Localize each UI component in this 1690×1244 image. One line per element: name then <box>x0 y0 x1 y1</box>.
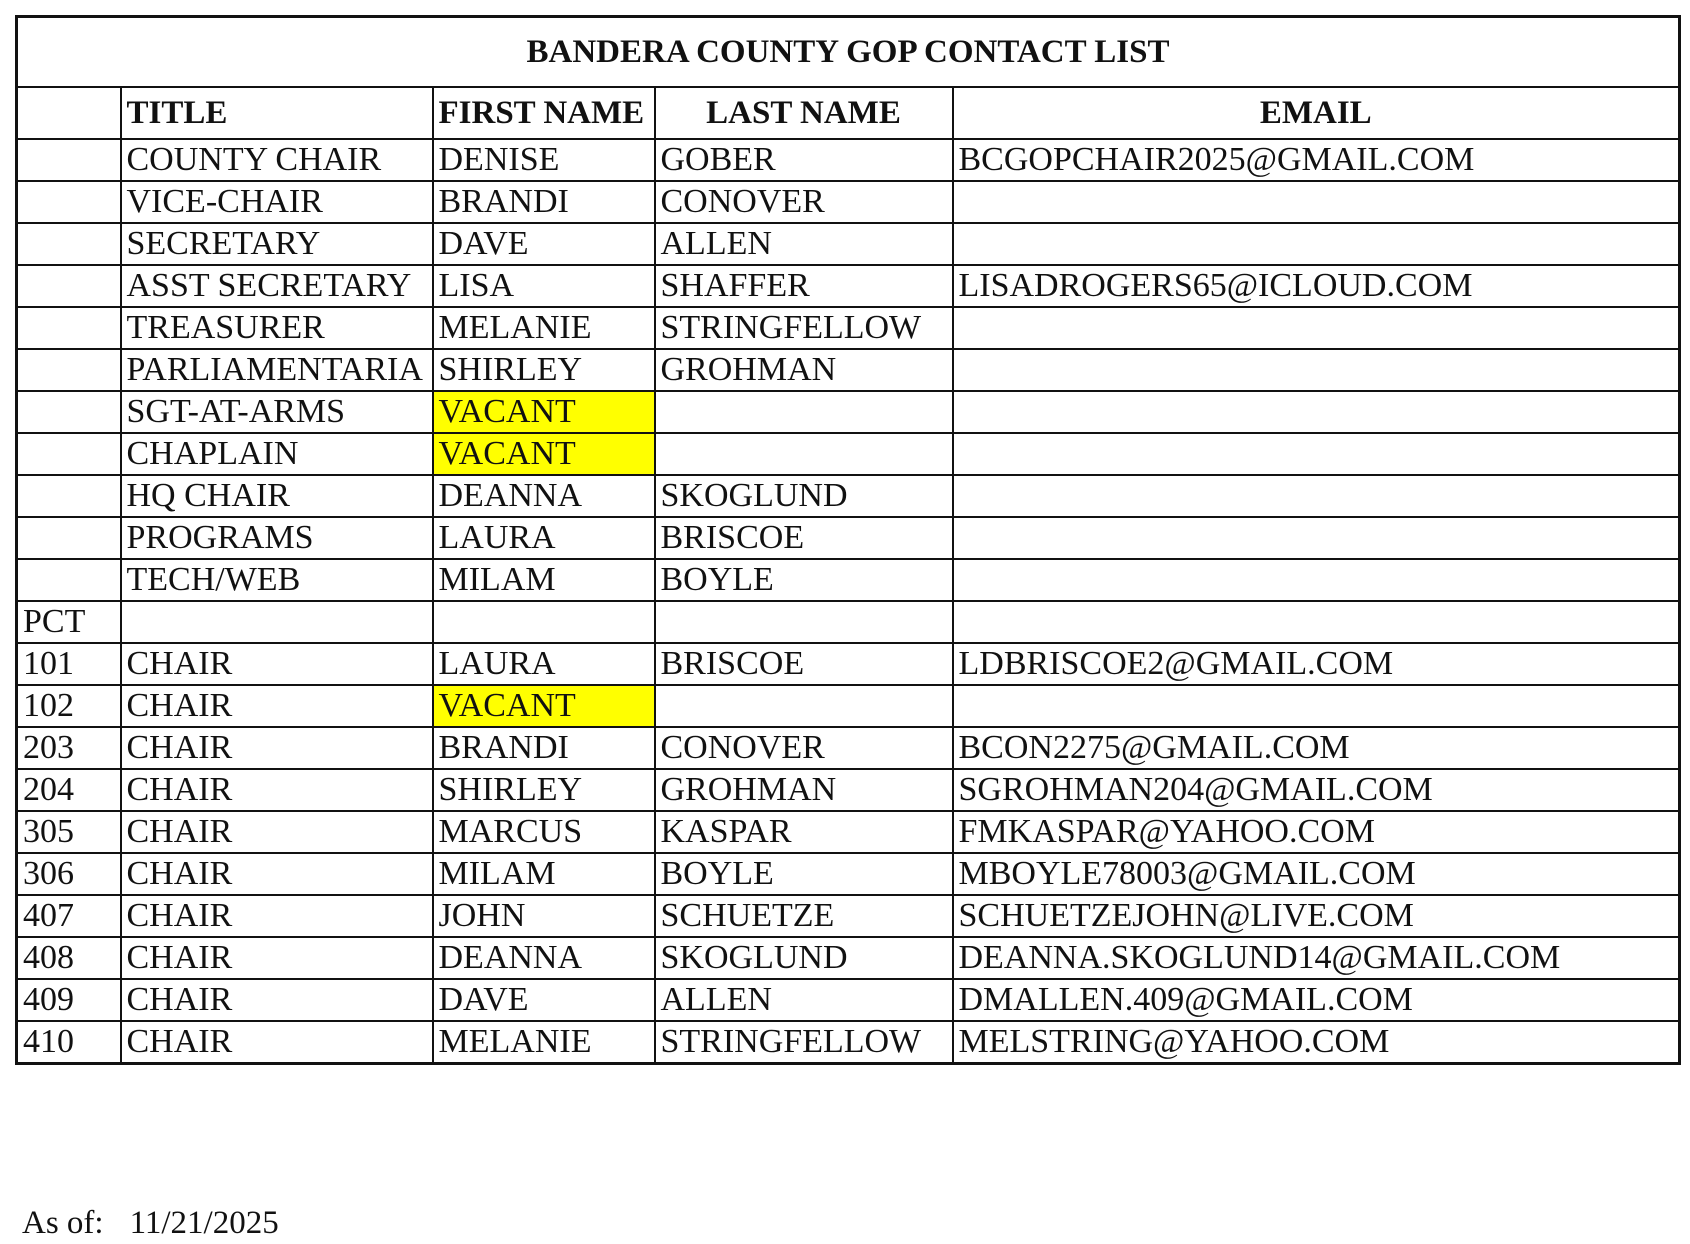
officer-title: COUNTY CHAIR <box>121 139 433 181</box>
header-last-name: LAST NAME <box>655 87 953 139</box>
precinct-role: CHAIR <box>121 643 433 685</box>
precinct-row <box>17 979 1680 1021</box>
officer-last-name <box>655 391 953 433</box>
officer-number-cell <box>17 265 121 307</box>
officer-number-cell <box>17 559 121 601</box>
officer-title: PARLIAMENTARIA <box>121 349 433 391</box>
precinct-number: 102 <box>17 685 121 727</box>
officer-first-name: DAVE <box>433 223 655 265</box>
precinct-role: CHAIR <box>121 979 433 1021</box>
officer-last-name: GOBER <box>655 139 953 181</box>
contact-list-sheet <box>15 15 1681 1065</box>
officer-number-cell <box>17 223 121 265</box>
officer-email: LISADROGERS65@ICLOUD.COM <box>953 265 1680 307</box>
precinct-email <box>953 685 1680 727</box>
pct-label-blank-last <box>655 601 953 643</box>
officer-title: TECH/WEB <box>121 559 433 601</box>
officer-email <box>953 391 1680 433</box>
precinct-row <box>17 685 1680 727</box>
officer-row <box>17 265 1680 307</box>
precinct-email: MBOYLE78003@GMAIL.COM <box>953 853 1680 895</box>
precinct-email: SCHUETZEJOHN@LIVE.COM <box>953 895 1680 937</box>
precinct-email: DMALLEN.409@GMAIL.COM <box>953 979 1680 1021</box>
precinct-role: CHAIR <box>121 1021 433 1064</box>
precinct-number: 203 <box>17 727 121 769</box>
officer-first-name: DENISE <box>433 139 655 181</box>
officer-title: TREASURER <box>121 307 433 349</box>
officer-row <box>17 181 1680 223</box>
precinct-email: SGROHMAN204@GMAIL.COM <box>953 769 1680 811</box>
precinct-email: DEANNA.SKOGLUND14@GMAIL.COM <box>953 937 1680 979</box>
page-title: BANDERA COUNTY GOP CONTACT LIST <box>17 17 1680 88</box>
precinct-role: CHAIR <box>121 727 433 769</box>
officer-title: SECRETARY <box>121 223 433 265</box>
precinct-row <box>17 811 1680 853</box>
precinct-email: MELSTRING@YAHOO.COM <box>953 1021 1680 1064</box>
pct-label-blank-email <box>953 601 1680 643</box>
officer-number-cell <box>17 181 121 223</box>
precinct-first-name: MELANIE <box>433 1021 655 1064</box>
precinct-role: CHAIR <box>121 895 433 937</box>
officer-title: HQ CHAIR <box>121 475 433 517</box>
header-row <box>17 87 1680 139</box>
precinct-number: 408 <box>17 937 121 979</box>
officer-email <box>953 559 1680 601</box>
officer-row <box>17 391 1680 433</box>
precinct-number: 204 <box>17 769 121 811</box>
as-of-date: 11/21/2025 <box>129 1205 279 1241</box>
precinct-role: CHAIR <box>121 937 433 979</box>
title-row <box>17 17 1680 88</box>
precinct-last-name: GROHMAN <box>655 769 953 811</box>
officer-number-cell <box>17 517 121 559</box>
officer-first-name: MELANIE <box>433 307 655 349</box>
officer-row <box>17 139 1680 181</box>
officer-email <box>953 307 1680 349</box>
officer-email <box>953 517 1680 559</box>
officer-last-name: ALLEN <box>655 223 953 265</box>
officer-last-name: GROHMAN <box>655 349 953 391</box>
officer-row <box>17 475 1680 517</box>
officer-last-name: BOYLE <box>655 559 953 601</box>
officer-first-name: LISA <box>433 265 655 307</box>
precinct-row <box>17 1021 1680 1064</box>
officer-last-name: SKOGLUND <box>655 475 953 517</box>
precinct-last-name: BOYLE <box>655 853 953 895</box>
officer-email: BCGOPCHAIR2025@GMAIL.COM <box>953 139 1680 181</box>
pct-label-blank-title <box>121 601 433 643</box>
precinct-row <box>17 643 1680 685</box>
officer-number-cell <box>17 475 121 517</box>
precinct-role: CHAIR <box>121 853 433 895</box>
precinct-first-name: MILAM <box>433 853 655 895</box>
officer-title: PROGRAMS <box>121 517 433 559</box>
officer-number-cell <box>17 433 121 475</box>
officer-number-cell <box>17 307 121 349</box>
officer-last-name: SHAFFER <box>655 265 953 307</box>
officer-first-name: VACANT <box>433 433 655 475</box>
precinct-last-name: KASPAR <box>655 811 953 853</box>
officer-last-name: BRISCOE <box>655 517 953 559</box>
precinct-last-name: SCHUETZE <box>655 895 953 937</box>
officer-email <box>953 181 1680 223</box>
precinct-email: LDBRISCOE2@GMAIL.COM <box>953 643 1680 685</box>
officer-number-cell <box>17 391 121 433</box>
precinct-role: CHAIR <box>121 811 433 853</box>
officer-first-name: VACANT <box>433 391 655 433</box>
pct-label-row <box>17 601 1680 643</box>
officer-first-name: MILAM <box>433 559 655 601</box>
officer-number-cell <box>17 349 121 391</box>
officer-row <box>17 559 1680 601</box>
officer-row <box>17 517 1680 559</box>
officer-title: CHAPLAIN <box>121 433 433 475</box>
header-email: EMAIL <box>953 87 1680 139</box>
precinct-last-name: SKOGLUND <box>655 937 953 979</box>
precinct-email: BCON2275@GMAIL.COM <box>953 727 1680 769</box>
officer-title: SGT-AT-ARMS <box>121 391 433 433</box>
as-of-footer <box>22 1203 279 1243</box>
officer-email <box>953 223 1680 265</box>
precinct-number: 306 <box>17 853 121 895</box>
precinct-first-name: MARCUS <box>433 811 655 853</box>
precinct-last-name: STRINGFELLOW <box>655 1021 953 1064</box>
precinct-last-name <box>655 685 953 727</box>
precinct-row <box>17 895 1680 937</box>
pct-label: PCT <box>17 601 121 643</box>
officer-last-name <box>655 433 953 475</box>
officer-title: VICE-CHAIR <box>121 181 433 223</box>
officer-email <box>953 475 1680 517</box>
precinct-role: CHAIR <box>121 769 433 811</box>
precinct-email: FMKASPAR@YAHOO.COM <box>953 811 1680 853</box>
precinct-row <box>17 769 1680 811</box>
precinct-last-name: BRISCOE <box>655 643 953 685</box>
precinct-first-name: JOHN <box>433 895 655 937</box>
precinct-row <box>17 727 1680 769</box>
officer-row <box>17 307 1680 349</box>
officer-first-name: SHIRLEY <box>433 349 655 391</box>
precinct-number: 409 <box>17 979 121 1021</box>
officer-last-name: CONOVER <box>655 181 953 223</box>
officer-row <box>17 349 1680 391</box>
officer-number-cell <box>17 139 121 181</box>
officer-last-name: STRINGFELLOW <box>655 307 953 349</box>
precinct-role: CHAIR <box>121 685 433 727</box>
precinct-row <box>17 853 1680 895</box>
officer-email <box>953 433 1680 475</box>
header-number <box>17 87 121 139</box>
precinct-number: 101 <box>17 643 121 685</box>
officer-first-name: LAURA <box>433 517 655 559</box>
as-of-label: As of: <box>22 1205 104 1241</box>
precinct-number: 410 <box>17 1021 121 1064</box>
officer-row <box>17 223 1680 265</box>
precinct-last-name: CONOVER <box>655 727 953 769</box>
precinct-number: 305 <box>17 811 121 853</box>
precinct-first-name: DEANNA <box>433 937 655 979</box>
officer-first-name: BRANDI <box>433 181 655 223</box>
precinct-row <box>17 937 1680 979</box>
precinct-first-name: LAURA <box>433 643 655 685</box>
precinct-first-name: BRANDI <box>433 727 655 769</box>
precinct-first-name: VACANT <box>433 685 655 727</box>
precinct-number: 407 <box>17 895 121 937</box>
precinct-first-name: SHIRLEY <box>433 769 655 811</box>
precinct-first-name: DAVE <box>433 979 655 1021</box>
contact-table <box>15 15 1681 1065</box>
precinct-last-name: ALLEN <box>655 979 953 1021</box>
header-title: TITLE <box>121 87 433 139</box>
officer-title: ASST SECRETARY <box>121 265 433 307</box>
contact-table-body <box>17 17 1680 1064</box>
officer-email <box>953 349 1680 391</box>
officer-row <box>17 433 1680 475</box>
officer-first-name: DEANNA <box>433 475 655 517</box>
pct-label-blank-first <box>433 601 655 643</box>
header-first-name: FIRST NAME <box>433 87 655 139</box>
